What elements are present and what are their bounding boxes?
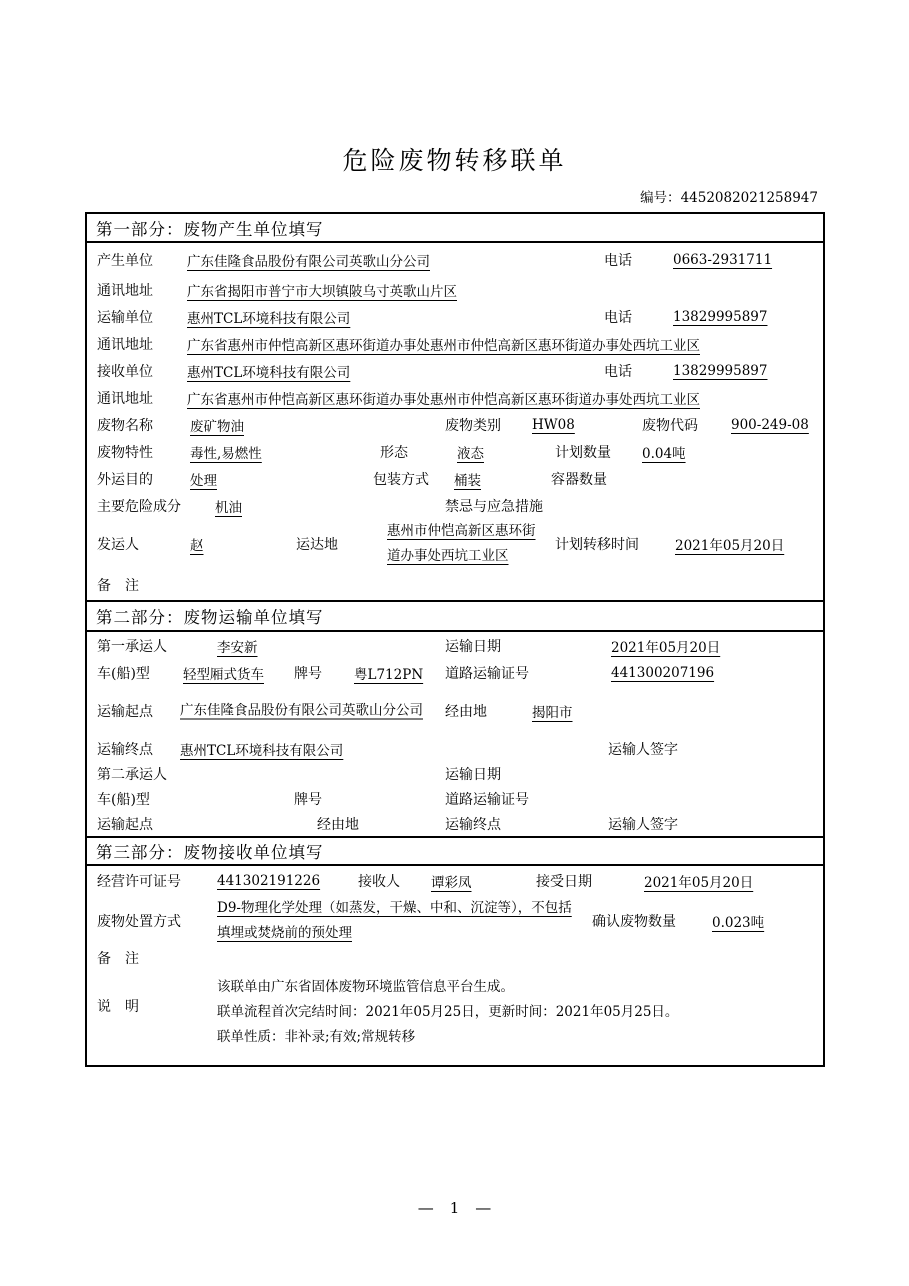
signature-label: 运输人签字 — [608, 741, 678, 758]
row-vehicle2 — [87, 786, 823, 811]
disposal-value: D9-物理化学处理（如蒸发，干燥、中和、沉淀等），不包括填埋或焚烧前的预处理 — [217, 900, 572, 941]
remark-label: 备 注 — [97, 577, 139, 594]
manifest-form-table — [85, 212, 825, 1067]
road-permit1-value: 441300207196 — [611, 665, 715, 681]
transport-date1-value: 2021年05月20日 — [611, 640, 721, 656]
remark-label: 备 注 — [97, 951, 139, 967]
hazard-value: 机油 — [215, 499, 242, 516]
license-value: 441302191226 — [217, 873, 321, 889]
plate-label: 牌号 — [294, 791, 322, 808]
emergency-label: 禁忌与应急措施 — [445, 498, 543, 515]
row-carrier1 — [87, 632, 823, 660]
row-receiver-address — [87, 384, 823, 411]
receiver-label: 接收单位 — [97, 363, 153, 380]
origin-label: 运输起点 — [97, 704, 153, 720]
container-qty-label: 容器数量 — [551, 471, 607, 488]
row-remark-1 — [87, 569, 823, 600]
address-label: 通讯地址 — [97, 282, 153, 299]
row-terminus1 — [87, 736, 823, 761]
row-remark-3 — [87, 946, 823, 970]
origin1-value: 广东佳隆食品股份有限公司英歌山分公司 — [180, 702, 423, 719]
serial-value: 4452082021258947 — [680, 190, 818, 206]
row-transporter-address — [87, 330, 823, 357]
section2-header: 第二部分：废物运输单位填写 — [87, 600, 823, 632]
road-permit-label: 道路运输证号 — [445, 666, 529, 682]
row-license — [87, 866, 823, 896]
page-title: 危险废物转移联单 — [342, 146, 567, 175]
road-permit-label: 道路运输证号 — [445, 791, 529, 808]
waste-category-value: HW08 — [532, 416, 575, 433]
receive-date-value: 2021年05月20日 — [644, 875, 754, 891]
hazard-label: 主要危险成分 — [97, 498, 181, 515]
transport-date-label: 运输日期 — [445, 639, 501, 655]
purpose-label: 外运目的 — [97, 471, 153, 488]
transport-date-label: 运输日期 — [445, 766, 501, 783]
serial-label: 编号： — [640, 190, 681, 206]
receiver-value: 惠州TCL环境科技有限公司 — [187, 364, 351, 381]
confirmed-qty-label: 确认废物数量 — [592, 914, 676, 930]
waste-code-value: 900-249-08 — [731, 416, 809, 433]
footer-dash-right: — — [475, 1198, 492, 1217]
producer-phone-value: 0663-2931711 — [673, 251, 773, 268]
carrier1-label: 第一承运人 — [97, 639, 167, 655]
row-consignor — [87, 519, 823, 569]
packaging-label: 包装方式 — [373, 471, 429, 488]
receiver-phone-value: 13829995897 — [673, 362, 768, 379]
signature-label: 运输人签字 — [608, 816, 678, 833]
note-lines — [217, 975, 787, 1050]
receiver-address-value: 广东省惠州市仲恺高新区惠环街道办事处惠州市仲恺高新区惠环街道办事处西坑工业区 — [187, 391, 700, 408]
row-origin1 — [87, 686, 823, 736]
vehicle1-value: 轻型厢式货车 — [183, 667, 264, 683]
waste-code-label: 废物代码 — [642, 417, 698, 434]
via1-value: 揭阳市 — [532, 705, 573, 721]
transfer-time-value: 2021年05月20日 — [675, 538, 785, 554]
transporter-address-value: 广东省惠州市仲恺高新区惠环街道办事处惠州市仲恺高新区惠环街道办事处西坑工业区 — [187, 337, 700, 354]
phone-label: 电话 — [604, 363, 632, 380]
carrier1-value: 李安新 — [217, 640, 258, 656]
transporter-value: 惠州TCL环境科技有限公司 — [187, 310, 351, 327]
recipient-label: 接收人 — [358, 874, 400, 890]
producer-address-value: 广东省揭阳市普宁市大坝镇陂乌寸英歌山片区 — [187, 283, 457, 300]
row-waste-property — [87, 438, 823, 465]
planned-qty-label: 计划数量 — [555, 444, 611, 461]
page-number-footer — [0, 1198, 909, 1217]
confirmed-qty-value: 0.023吨 — [712, 915, 765, 931]
terminus-label: 运输终点 — [97, 741, 153, 758]
consignor-label: 发运人 — [97, 537, 139, 553]
note-line-3: 联单性质：非补录;有效;常规转移 — [217, 1029, 416, 1045]
serial-number-line — [85, 186, 818, 206]
plate-label: 牌号 — [294, 666, 322, 682]
consignor-value: 赵 — [190, 538, 204, 554]
note-line-2: 联单流程首次完结时间：2021年05月25日，更新时间：2021年05月25日。 — [217, 1004, 679, 1020]
transfer-time-label: 计划转移时间 — [555, 537, 639, 553]
row-producer — [87, 243, 823, 276]
origin-label: 运输起点 — [97, 816, 153, 833]
footer-dash-left: — — [417, 1198, 434, 1217]
destination-value: 惠州市仲恺高新区惠环街道办事处西坑工业区 — [387, 523, 536, 564]
row-disposal — [87, 896, 823, 946]
terminus-label: 运输终点 — [445, 816, 501, 833]
row-purpose — [87, 465, 823, 492]
section1-header: 第一部分：废物产生单位填写 — [87, 214, 823, 243]
note-line-1: 该联单由广东省固体废物环境监管信息平台生成。 — [217, 979, 514, 995]
waste-property-value: 毒性,易燃性 — [190, 445, 262, 462]
producer-label: 产生单位 — [97, 252, 153, 269]
row-carrier2 — [87, 761, 823, 786]
footer-page-number: 1 — [449, 1199, 460, 1217]
row-receiver — [87, 357, 823, 384]
via-label: 经由地 — [445, 704, 487, 720]
row-vehicle1 — [87, 660, 823, 686]
plate1-value: 粤L712PN — [354, 667, 424, 683]
row-hazard-component — [87, 492, 823, 519]
row-producer-address — [87, 276, 823, 303]
planned-qty-value: 0.04吨 — [642, 445, 686, 462]
row-waste-name — [87, 411, 823, 438]
waste-property-label: 废物特性 — [97, 444, 153, 461]
address-label: 通讯地址 — [97, 390, 153, 407]
recipient-value: 谭彩凤 — [431, 875, 472, 891]
phone-label: 电话 — [604, 252, 632, 269]
transporter-label: 运输单位 — [97, 309, 153, 326]
section3-header: 第三部分：废物接收单位填写 — [87, 836, 823, 866]
receive-date-label: 接受日期 — [536, 874, 592, 890]
disposal-label: 废物处置方式 — [97, 914, 181, 930]
vehicle-label: 车(船)型 — [97, 666, 150, 682]
license-label: 经营许可证号 — [97, 874, 181, 890]
terminus1-value: 惠州TCL环境科技有限公司 — [180, 742, 344, 759]
row-transporter — [87, 303, 823, 330]
address-label: 通讯地址 — [97, 336, 153, 353]
waste-name-label: 废物名称 — [97, 417, 153, 434]
purpose-value: 处理 — [190, 472, 217, 489]
phone-label: 电话 — [604, 309, 632, 326]
row-origin2 — [87, 811, 823, 836]
carrier2-label: 第二承运人 — [97, 766, 167, 783]
destination-label: 运达地 — [296, 537, 338, 553]
row-note — [87, 970, 823, 1063]
waste-category-label: 废物类别 — [445, 417, 501, 434]
waste-name-value: 废矿物油 — [190, 418, 244, 435]
packaging-value: 桶装 — [454, 472, 481, 489]
form-value: 液态 — [457, 445, 484, 462]
producer-value: 广东佳隆食品股份有限公司英歌山分公司 — [187, 253, 430, 270]
form-label: 形态 — [380, 444, 408, 461]
vehicle-label: 车(船)型 — [97, 791, 150, 808]
via-label: 经由地 — [317, 816, 359, 833]
transporter-phone-value: 13829995897 — [673, 308, 768, 325]
note-label: 说 明 — [97, 999, 139, 1015]
